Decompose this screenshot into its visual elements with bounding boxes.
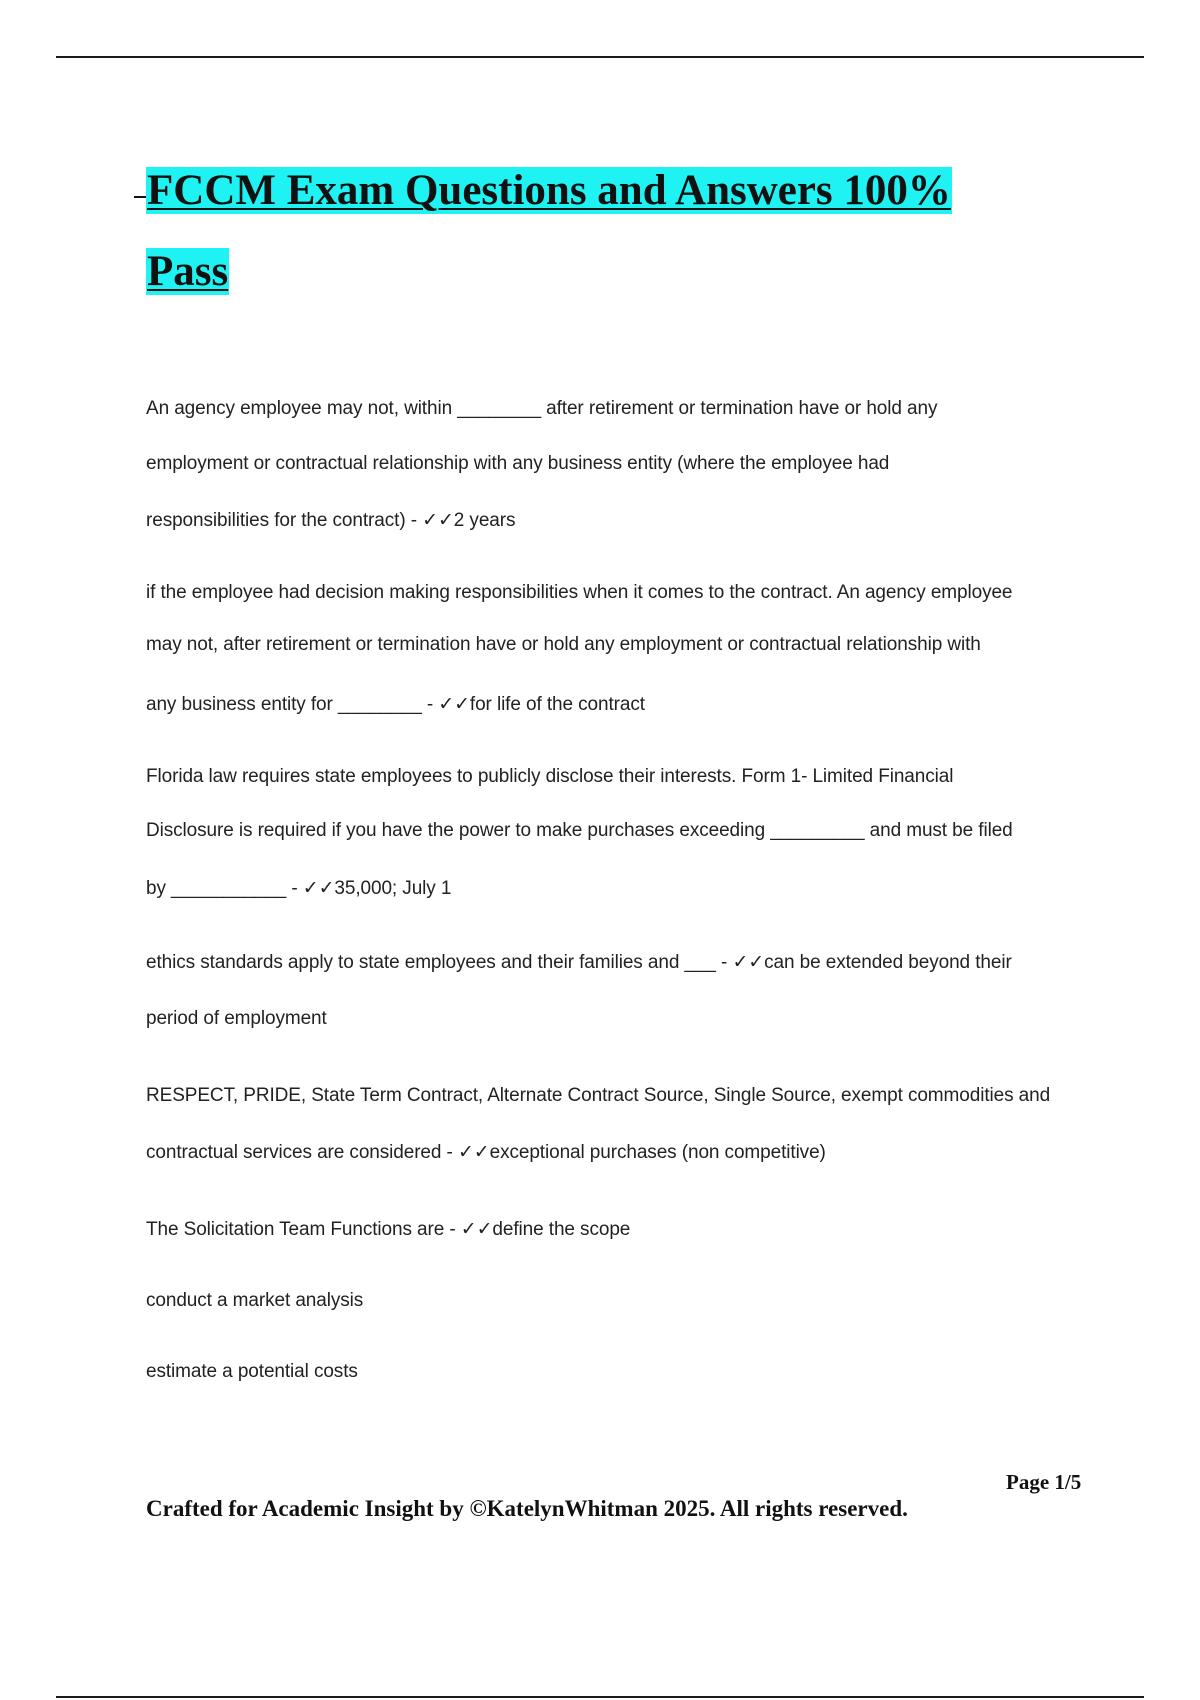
- copyright-footer: Crafted for Academic Insight by ©KatelynWhitman 2025. All rights reserved.: [146, 1496, 908, 1521]
- check-marks: ✓✓: [457, 1142, 490, 1163]
- top-rule: [56, 56, 1144, 58]
- document-title: [146, 150, 1086, 312]
- qa-6-line-1: The Solicitation Team Functions are - ✓✓define the scope: [146, 1219, 631, 1240]
- qa-3-line-2: Disclosure is required if you have the power to make purchases exceeding _________ and must be filed: [146, 820, 1013, 841]
- bottom-rule: [56, 1696, 1144, 1698]
- check-marks: ✓✓: [732, 952, 765, 973]
- qa-4-answer: can be extended beyond their: [764, 952, 1012, 973]
- check-marks: ✓✓: [302, 878, 335, 899]
- qa-6-answer: define the scope: [492, 1219, 631, 1240]
- qa-4-line-2: period of employment: [146, 1008, 327, 1029]
- qa-2-line-3: any business entity for ________ - ✓✓for life of the contract: [146, 694, 645, 715]
- title-line-1: FCCM Exam Questions and Answers 100%: [147, 167, 951, 214]
- qa-3-line-3: by ___________ - ✓✓35,000; July 1: [146, 878, 452, 899]
- qa-1-answer: 2 years: [453, 510, 516, 531]
- qa-5-answer: exceptional purchases (non competitive): [489, 1142, 826, 1163]
- qa-5-line-1: RESPECT, PRIDE, State Term Contract, Alternate Contract Source, Single Source, exempt commodities and: [146, 1085, 1051, 1106]
- qa-1-line-3: responsibilities for the contract) - ✓✓2 years: [146, 510, 516, 531]
- qa-3-line-1: Florida law requires state employees to publicly disclose their interests. Form 1- Limited Financial: [146, 766, 954, 787]
- qa-2-answer: for life of the contract: [469, 694, 645, 715]
- page-number: Page 1/5: [1006, 1470, 1082, 1494]
- check-marks: ✓✓: [460, 1219, 493, 1240]
- title-underline-lead: [134, 150, 146, 198]
- check-marks: ✓✓: [438, 694, 470, 715]
- qa-5-line-2: contractual services are considered - ✓✓exceptional purchases (non competitive): [146, 1142, 826, 1163]
- qa-1-line-2: employment or contractual relationship with any business entity (where the employee had: [146, 453, 890, 474]
- qa-1-line-1: An agency employee may not, within ________ after retirement or termination have or hold any: [146, 398, 938, 419]
- qa-2-line-2: may not, after retirement or termination have or hold any employment or contractual relationship with: [146, 634, 981, 655]
- check-marks: ✓✓: [422, 510, 454, 531]
- qa-6-extra-1: conduct a market analysis: [146, 1290, 364, 1311]
- qa-2-line-1: if the employee had decision making responsibilities when it comes to the contract. An agency employee: [146, 582, 1013, 603]
- qa-4-line-1: ethics standards apply to state employees and their families and ___ - ✓✓can be extended beyond their: [146, 952, 1012, 973]
- title-line-2: Pass: [147, 248, 229, 295]
- qa-6-extra-2: estimate a potential costs: [146, 1361, 358, 1382]
- qa-3-answer: 35,000; July 1: [334, 878, 452, 899]
